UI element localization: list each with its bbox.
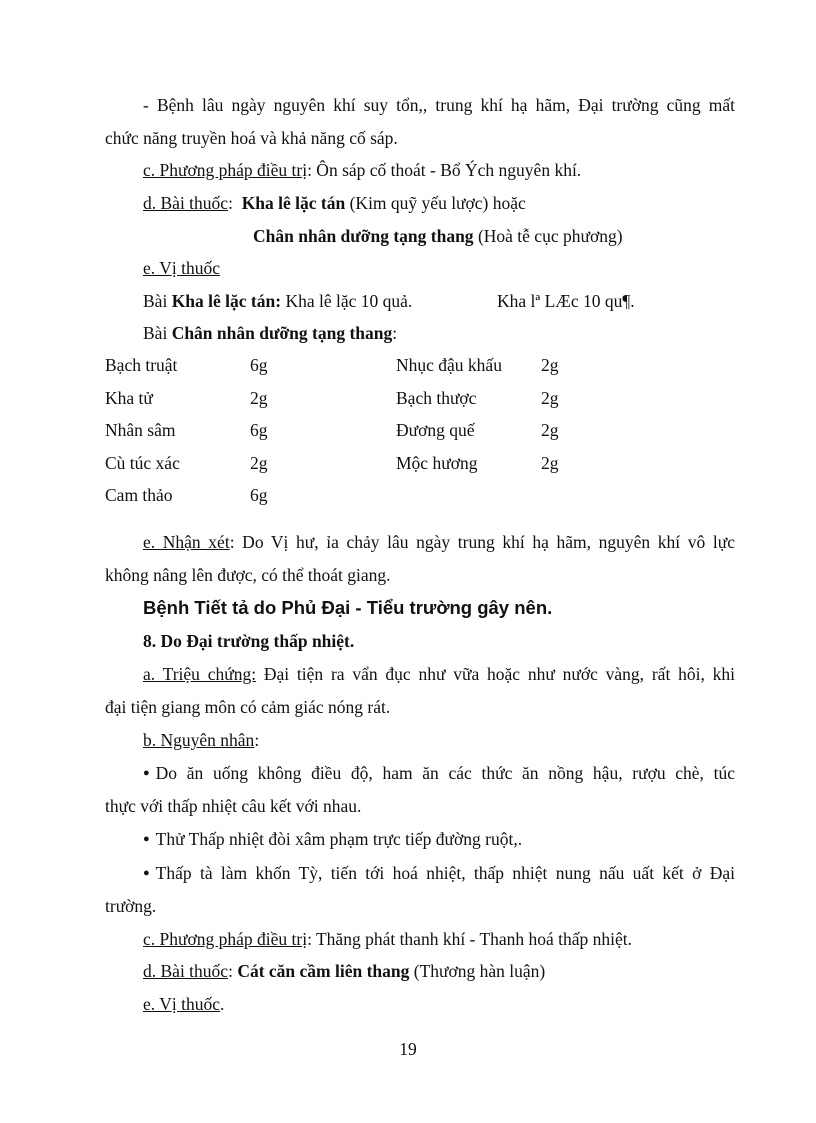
remedy-name-2: Chân nhân dưỡng tạng thang	[253, 226, 474, 246]
herb-dose: 2g	[541, 388, 559, 408]
herb-dose: 6g	[250, 355, 268, 375]
cause-3-line-1	[143, 865, 735, 883]
subsection-title-text: 8. Do Đại trường thấp nhiệt.	[143, 631, 355, 651]
ingredients-1-line-2	[143, 325, 397, 343]
herb-name: Nhục đậu khấu	[396, 355, 502, 375]
remedy-sep: :	[228, 193, 233, 213]
remark-line-1	[143, 534, 735, 552]
herb-dose: 2g	[250, 453, 268, 473]
treatment-method-2-label: c. Phương pháp điều trị	[143, 929, 308, 949]
cause-3-text-1: Thấp tà làm khốn Tỳ, tiến tới hoá nhiệt, thấp nhiệt nung nấu uất kết ở Đại	[155, 863, 735, 883]
remedy-name-1: Kha lê lặc tán	[241, 193, 346, 213]
ingredients-2-label-text: e. Vị thuốc	[143, 994, 220, 1014]
page-number: 19	[399, 1039, 417, 1059]
treatment-method-text: : Ôn sáp cố thoát - Bổ Ých nguyên khí.	[307, 160, 582, 180]
cause-1-line-2: thực với thấp nhiệt câu kết với nhau.	[105, 796, 362, 816]
symptoms-label: a. Triệu chứng:	[143, 664, 257, 684]
ingredients-2-label	[143, 996, 224, 1014]
cause-2-text: Thử Thấp nhiệt đòi xâm phạm trực tiếp đường ruột,.	[155, 829, 523, 849]
intro-line-2: chức năng truyền hoá và khả năng cố sáp.	[105, 128, 398, 148]
ingredients-prefix: Bài	[143, 291, 172, 311]
bullet-icon: ●	[143, 767, 150, 779]
treatment-method-2-text: : Thăng phát thanh khí - Thanh hoá thấp nhiệt.	[307, 929, 633, 949]
ingredients-prefix-2: Bài	[143, 323, 172, 343]
symptoms-text-1: Đại tiện ra vẩn đục như vữa hoặc như nước vàng, rất hôi, khi	[256, 664, 735, 684]
ingredients-1-line-1	[143, 293, 412, 311]
herb-name: Đương quế	[396, 420, 475, 440]
herb-dose: 2g	[541, 420, 559, 440]
causes-label-suffix: :	[254, 730, 260, 750]
treatment-method-1	[143, 162, 581, 180]
herb-name: Mộc hương	[396, 453, 478, 473]
treatment-method-2	[143, 931, 632, 949]
herb-name: Bạch thược	[396, 388, 477, 408]
herb-name: Cù túc xác	[105, 453, 180, 473]
section-title: Bệnh Tiết tả do Phủ Đại - Tiểu trường gây nên.	[143, 597, 553, 618]
herb-dose: 6g	[250, 485, 268, 505]
symptoms-line-2: đại tiện giang môn có cảm giác nóng rát.	[105, 697, 391, 717]
herb-dose: 6g	[250, 420, 268, 440]
bullet-icon: ●	[143, 867, 150, 879]
herb-dose: 2g	[541, 355, 559, 375]
herb-name: Kha tử	[105, 388, 153, 408]
cause-2	[143, 831, 522, 849]
ingredients-1-label: e. Vị thuốc	[143, 258, 220, 278]
ingredients-text: Kha lê lặc 10 quả.	[281, 291, 413, 311]
ingredients-2-suffix: .	[219, 994, 225, 1014]
remark-label: e. Nhận xét	[143, 532, 230, 552]
remark-line-2: không nâng lên được, có thể thoát giang.	[105, 565, 391, 585]
herb-name: Nhân sâm	[105, 420, 176, 440]
herb-dose: 2g	[541, 453, 559, 473]
remedy-2-label: d. Bài thuốc	[143, 961, 229, 981]
causes-label: b. Nguyên nhân	[143, 730, 255, 750]
herb-dose: 2g	[250, 388, 268, 408]
herb-name: Bạch truật	[105, 355, 178, 375]
remedy-2-source: (Thương hàn luận)	[409, 961, 546, 981]
remedy-2-name: Cát căn cầm liên thang	[237, 961, 410, 981]
ingredients-remedy-name: Kha lê lặc tán:	[171, 291, 282, 311]
remedy-2-sep: :	[228, 961, 238, 981]
intro-line-1: - Bệnh lâu ngày nguyên khí suy tổn,, trung khí hạ hãm, Đại trường cũng mất	[143, 95, 735, 115]
herb-name: Cam thảo	[105, 485, 173, 505]
remedy-source-2: (Hoà tễ cục phương)	[473, 226, 623, 246]
remedy-1-line-1	[143, 195, 526, 213]
symptoms-line-1	[143, 666, 735, 684]
remedy-source-1: (Kim quỹ yếu lược) hoặc	[345, 193, 526, 213]
cause-1-text-1: Do ăn uống không điều độ, ham ăn các thức ăn nồng hậu, rượu chè, túc	[155, 763, 735, 783]
subsection-title	[143, 633, 354, 651]
remark-text-1: : Do Vị hư, ỉa chảy lâu ngày trung khí hạ hãm, nguyên khí vô lực	[229, 532, 735, 552]
treatment-method-label: c. Phương pháp điều trị	[143, 160, 308, 180]
ingredients-garbled-text: Kha lª LÆc 10 qu¶.	[497, 291, 635, 311]
remedy-2	[143, 963, 545, 981]
ingredients-remedy-name-2: Chân nhân dưỡng tạng thang	[171, 323, 393, 343]
causes-heading	[143, 732, 259, 750]
cause-3-line-2: trường.	[105, 896, 157, 916]
remedy-1-line-2	[253, 228, 623, 246]
ingredients-suffix: :	[392, 323, 398, 343]
bullet-icon: ●	[143, 833, 150, 845]
cause-1-line-1	[143, 765, 735, 783]
remedy-label: d. Bài thuốc	[143, 193, 229, 213]
